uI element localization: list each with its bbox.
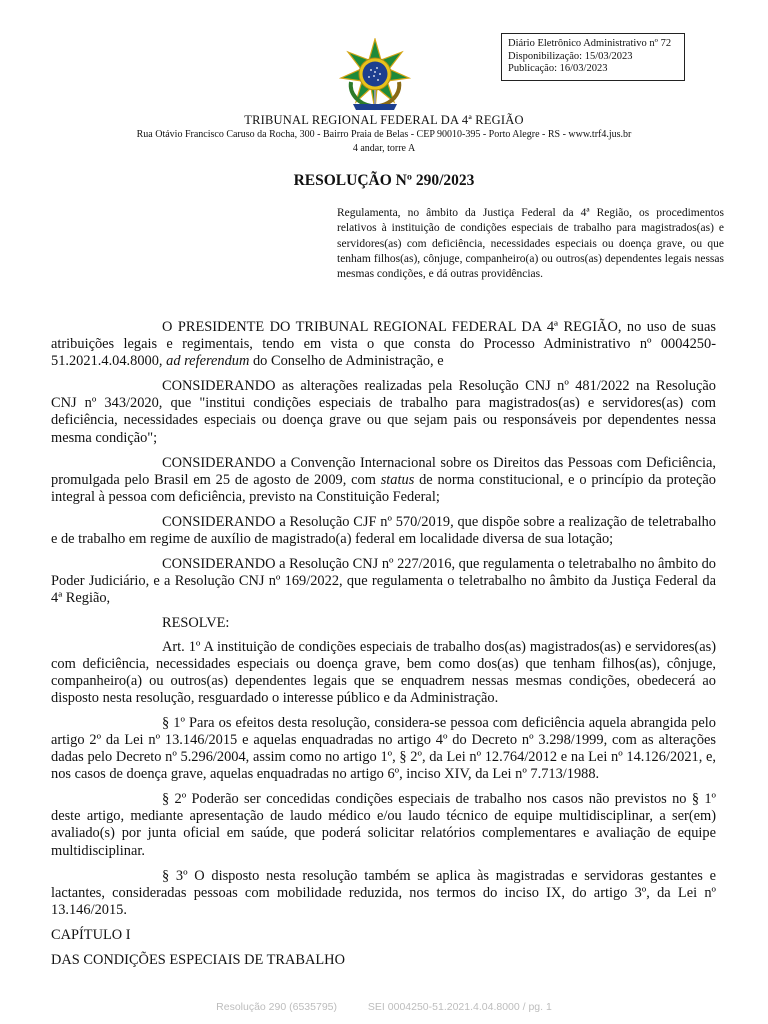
diario-edition: Diário Eletrônico Administrativo nº 72 [508,38,672,49]
resolution-title: RESOLUÇÃO Nº 290/2023 [293,172,475,189]
chapter-number: CAPÍTULO I [51,926,131,943]
paragraph-2: § 2º Poderão ser concedidas condições especiais de trabalho nos casos não previstos no § 1º deste artigo, mediante apresentação de laudo médico e/ou laudo técnico de equipe multidisciplinar, a ser(em) avaliado(s) por junta oficial em saúde, que poderá solicitar relatórios complementares e avaliação de equipe multidisciplinar. [51,791,716,859]
paragraph-3: § 3º O disposto nesta resolução também se aplica às magistradas e servidoras gestantes e lactantes, consideradas pessoas com mobilidade reduzida, nos termos do inciso IX, do artigo 3º, da Lei nº 13.146/2015. [51,867,716,918]
considerando-paragraph-4: CONSIDERANDO a Resolução CNJ nº 227/2016, que regulamenta o teletrabalho no âmbito do Poder Judiciário, e a Resolução CNJ nº 169/2022, que regulamenta o teletrabalho no âmbito da Justiça Federal da 4ª Região, [51,556,717,607]
court-floor: 4 andar, torre A [352,143,416,154]
paragraph-1: § 1º Para os efeitos desta resolução, considera-se pessoa com deficiência aquela abrangida pelo artigo 2º da Lei nº 13.146/2015 e aquelas enquadradas no artigo 4º do Decreto nº 3.298/1999, com as alterações dadas pelo Decreto nº 5.296/2004, assim como no artigo 1º, § 2º, da Lei nº 12.764/2012 e na Lei nº 14.126/2021, e, nos casos de doença grave, aquelas enquadradas no artigo 6º, inciso XIV, da Lei nº 7.713/1988. [51,714,716,783]
diario-eletronico-box [501,33,685,81]
diario-publication-date: Publicação: 16/03/2023 [508,63,608,74]
court-header [0,113,768,156]
preamble-text: O PRESIDENTE DO TRIBUNAL REGIONAL FEDERAL DA 4ª REGIÃO, no uso de suas atribuições legais e regimentais, tendo em vista o que consta do Processo Administrativo nº 0004250-51.2021.4.04.8000, [51,319,716,370]
considerando-2-text-end: de norma constitucional, e o princípio da proteção integral à pessoa com deficiência, previsto na Constituição Federal; [51,471,716,505]
preamble-paragraph [51,319,716,370]
page-footer [0,1001,768,1013]
footer-sei-page: SEI 0004250-51.2021.4.04.8000 / pg. 1 [367,1001,552,1013]
preamble-italic: ad referendum [166,353,250,370]
considerando-2-text: CONSIDERANDO a Convenção Internacional sobre os Direitos das Pessoas com Deficiência, promulgada pelo Brasil em 25 de agosto de 2009, com [51,454,716,488]
ementa-summary: Regulamenta, no âmbito da Justiça Federal da 4ª Região, os procedimentos relativos à instituição de condições especiais de trabalho para magistrados(as) e servidores(as) com deficiência, necessidades especiais ou doença grave, ou que tenham filhos(as), cônjuge, companheiro(a) ou outros(as) dependentes legais nessas mesmas condições, e dá outras providências. [337,207,724,281]
chapter-name: DAS CONDIÇÕES ESPECIAIS DE TRABALHO [51,952,345,968]
considerando-paragraph-2 [51,455,716,506]
preamble-text-end: do Conselho de Administração, e [249,353,444,370]
court-address: Rua Otávio Francisco Caruso da Rocha, 300 - Bairro Praia de Belas - CEP 90010-395 - Porto Alegre - RS - www.trf4.jus.br [136,129,632,140]
considerando-paragraph-3: CONSIDERANDO a Resolução CJF nº 570/2019, que dispõe sobre a realização de teletrabalho e de trabalho em regime de auxílio de magistrado(a) federal em localidade diversa de sua lotação; [51,513,716,548]
considerando-2-italic: status [380,471,415,488]
resolution-body [51,319,716,977]
footer-document-id: Resolução 290 (6535795) [216,1001,337,1013]
court-name: TRIBUNAL REGIONAL FEDERAL DA 4ª REGIÃO [244,113,524,127]
diario-availability-date: Disponibilização: 15/03/2023 [508,50,633,62]
coat-of-arms-icon [339,38,411,112]
article-1: Art. 1º A instituição de condições especiais de trabalho dos(as) magistrados(as) e servidores(as) com deficiência, necessidades especiais ou doença grave, bem como dos(as) que tenham filhos(as), cônjuge, companheiro(a) ou outros(as) dependentes legais que se enquadrem nessas mesmas condições, obedecerá ao disposto nesta resolução, resguardado o interesse público e da Administração. [51,638,716,706]
resolve-heading: RESOLVE: [162,615,230,632]
considerando-paragraph-1: CONSIDERANDO as alterações realizadas pela Resolução CNJ nº 481/2022 na Resolução CNJ nº 343/2020, que "institui condições especiais de trabalho para magistrados(as) e servidores(as) com deficiência, necessidades especiais ou doença grave ou que sejam pais ou responsáveis por dependentes nessa mesma condição"; [51,378,716,446]
